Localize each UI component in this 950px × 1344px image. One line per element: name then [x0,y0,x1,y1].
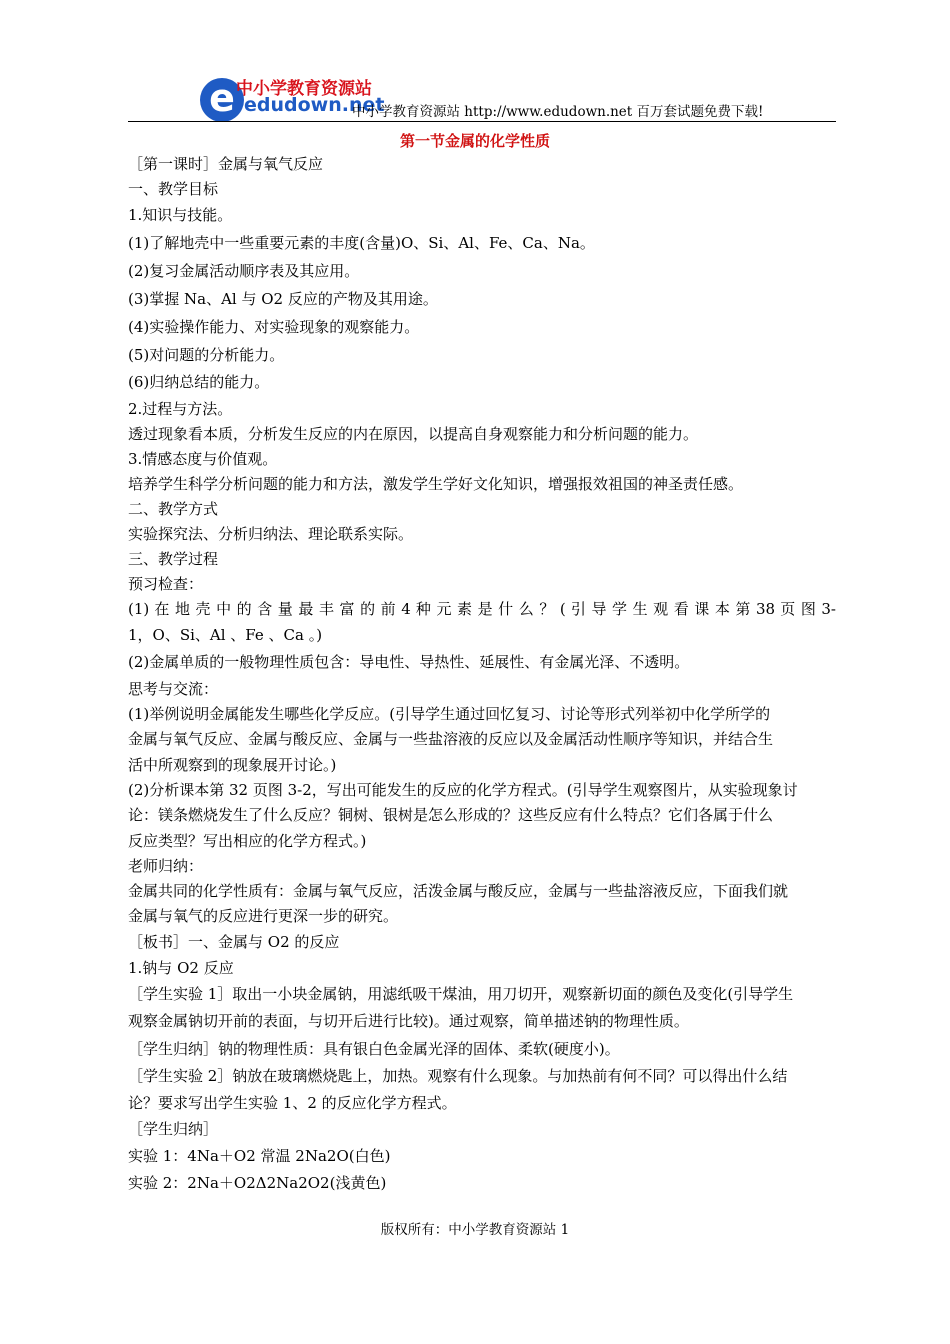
text-line: (1) 在 地 壳 中 的 含 量 最 丰 富 的 前 4 种 元 素 是 什 么 ？ ( 引 导 学 生 观 看 课 本 第 38 页 图 3- [128,600,836,618]
text-line: ［学生实验 1］取出一小块金属钠，用滤纸吸干煤油，用刀切开，观察新切面的颜色及变化(引导学生 [128,985,794,1003]
logo-chinese-text: 中小学教育资源站 [236,79,372,99]
text-line: 1.知识与技能。 [128,206,233,224]
text-line: ［学生实验 2］钠放在玻璃燃烧匙上，加热。观察有什么现象。与加热前有何不同？可以得出什么结 [128,1067,788,1085]
text-line: (2)分析课本第 32 页图 3-2，写出可能发生的反应的化学方程式。(引导学生观察图片，从实验现象讨 [128,781,798,799]
text-line: 金属与氧气反应、金属与酸反应、金属与一些盐溶液的反应以及金属活动性顺序等知识，并结合生 [128,730,774,748]
text-line: 金属共同的化学性质有：金属与氧气反应，活泼金属与酸反应，金属与一些盐溶液反应，下面我们就 [128,882,789,900]
text-line: 实验 1：4Na＋O2 常温 2Na2O(白色) [128,1147,391,1165]
page-header [200,68,836,124]
text-line: 活中所观察到的现象展开讨论。) [128,756,337,774]
text-line: 论：镁条燃烧发生了什么反应？铜树、银树是怎么形成的？这些反应有什么特点？它们各属于什么 [128,806,774,824]
text-line: ［板书］一、金属与 O2 的反应 [128,933,340,951]
text-line: (4)实验操作能力、对实验现象的观察能力。 [128,318,420,336]
header-divider [128,121,836,122]
text-line: (6)归纳总结的能力。 [128,373,270,391]
text-line: 1，O、Si、Al 、Fe 、Ca 。) [128,626,323,644]
text-line: 透过现象看本质，分析发生反应的内在原因，以提高自身观察能力和分析问题的能力。 [128,425,699,443]
text-line: ［第一课时］金属与氧气反应 [128,155,324,173]
text-line: 老师归纳： [128,857,204,875]
text-line: ［学生归纳］钠的物理性质：具有银白色金属光泽的固体、柔软(硬度小)。 [128,1040,620,1058]
text-line: 2.过程与方法。 [128,400,233,418]
text-line: 实验 2：2Na＋O2Δ2Na2O2(浅黄色) [128,1174,387,1192]
text-line: 实验探究法、分析归纳法、理论联系实际。 [128,525,414,543]
text-line: (3)掌握 Na、Al 与 O2 反应的产物及其用途。 [128,290,438,308]
text-line: 3.情感态度与价值观。 [128,450,278,468]
logo-domain-text: edudown.net [244,94,385,116]
text-line: (2)复习金属活动顺序表及其应用。 [128,262,360,280]
text-line: 思考与交流： [128,680,219,698]
text-line: 二、教学方式 [128,500,219,518]
text-line: (1)举例说明金属能发生哪些化学反应。(引导学生通过回忆复习、讨论等形式列举初中化学所学的 [128,705,771,723]
text-line: 一、教学目标 [128,180,219,198]
text-line: (5)对问题的分析能力。 [128,346,285,364]
document-title: 第一节金属的化学性质 [399,132,550,150]
text-line: 预习检查： [128,575,204,593]
text-line: (2)金属单质的一般物理性质包含：导电性、导热性、延展性、有金属光泽、不透明。 [128,653,690,671]
text-line: 三、教学过程 [128,550,219,568]
text-line: 反应类型？写出相应的化学方程式。) [128,832,367,850]
text-line: 论？要求写出学生实验 1、2 的反应化学方程式。 [128,1094,457,1112]
text-line: 培养学生科学分析问题的能力和方法，激发学生学好文化知识，增强报效祖国的神圣责任感。 [128,475,744,493]
logo-e-icon: e [200,78,244,122]
text-line: ［学生归纳］ [128,1120,219,1138]
page-footer: 版权所有：中小学教育资源站 1 [380,1222,570,1238]
text-line: (1)了解地壳中一些重要元素的丰度(含量)O、Si、Al、Fe、Ca、Na。 [128,234,595,252]
text-line: 观察金属钠切开前的表面，与切开后进行比较)。通过观察，简单描述钠的物理性质。 [128,1012,689,1030]
header-text: 中小学教育资源站 http://www.edudown.net 百万套试题免费下载! [352,104,764,120]
text-line: 1.钠与 O2 反应 [128,959,234,977]
text-line: 金属与氧气的反应进行更深一步的研究。 [128,907,399,925]
document-body [128,152,836,1196]
